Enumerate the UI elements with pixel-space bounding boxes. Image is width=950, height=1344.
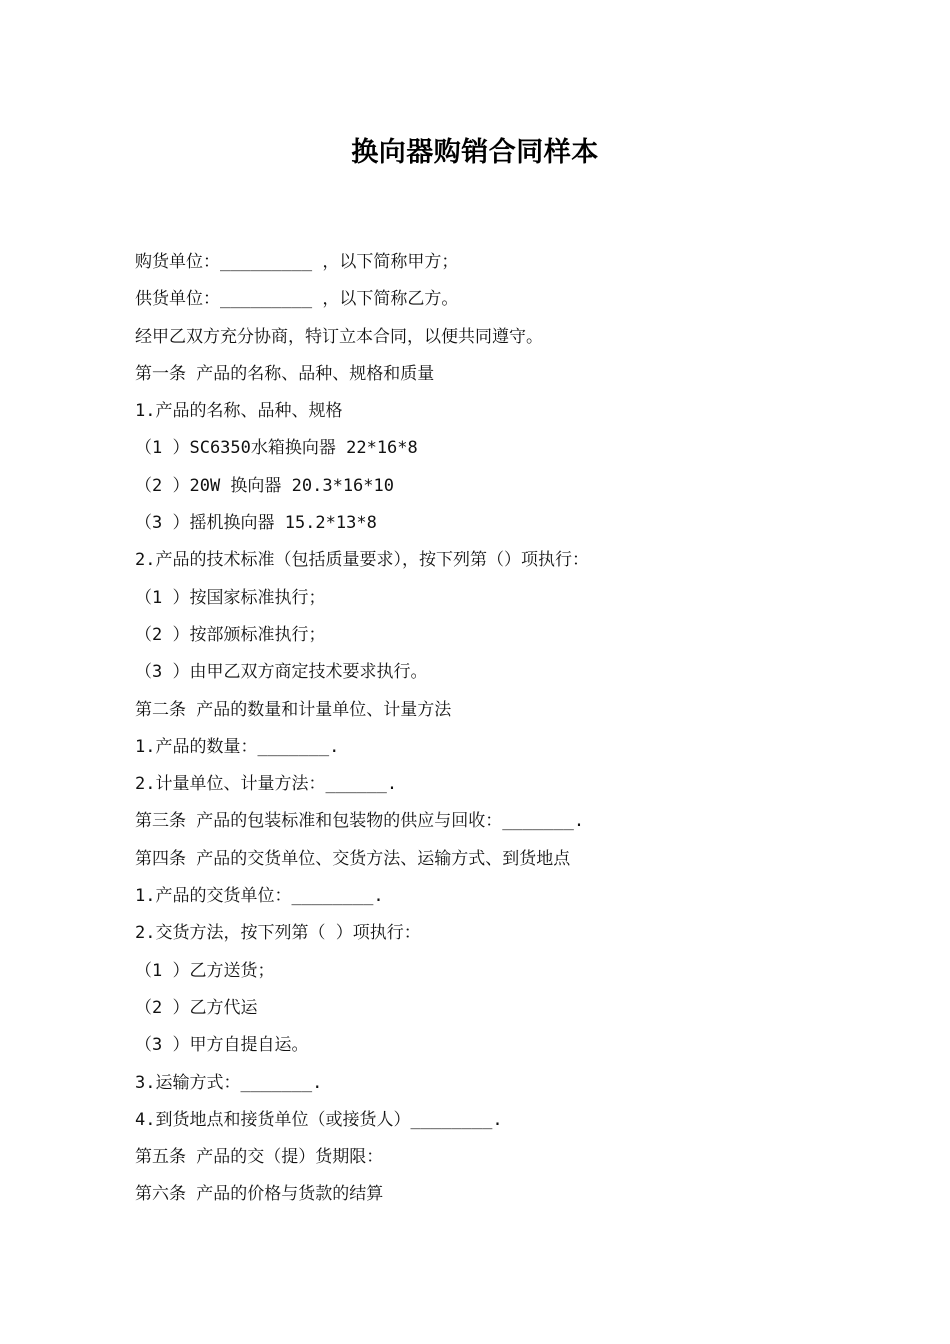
section-heading: 第五条 产品的交（提）货期限： [135, 1147, 384, 1168]
list-item: （3 ）由甲乙双方商定技术要求执行。 [135, 662, 428, 683]
text-line: 1.产品的交货单位：________. [135, 886, 384, 907]
section-heading: 第六条 产品的价格与货款的结算 [135, 1184, 384, 1205]
text-line: 1.产品的数量：_______. [135, 736, 340, 757]
list-item: （2 ）20W 换向器 20.3*16*10 [135, 475, 394, 496]
document-body [135, 244, 835, 1214]
text-line: 3.运输方式：_______. [135, 1072, 323, 1093]
text-line: 供货单位：_________ ，以下简称乙方。 [135, 289, 459, 310]
list-item: （3 ）甲方自提自运。 [135, 1035, 309, 1056]
list-item: （1 ）乙方送货； [135, 960, 275, 981]
list-item: （2 ）按部颁标准执行； [135, 624, 326, 645]
text-line: 1.产品的名称、品种、规格 [135, 401, 343, 422]
list-item: （2 ）乙方代运 [135, 997, 258, 1018]
text-line: 经甲乙双方充分协商，特订立本合同，以便共同遵守。 [135, 326, 543, 347]
list-item: （1 ）SC6350水箱换向器 22*16*8 [135, 438, 418, 459]
text-line: 2.产品的技术标准（包括质量要求），按下列第（）项执行： [135, 550, 589, 571]
text-line: 4.到货地点和接货单位（或接货人）________. [135, 1109, 503, 1130]
text-line: 2.交货方法，按下列第（ ）项执行： [135, 923, 421, 944]
list-item: （3 ）摇机换向器 15.2*13*8 [135, 513, 377, 534]
section-heading: 第四条 产品的交货单位、交货方法、运输方式、到货地点 [135, 848, 571, 869]
text-line: 购货单位：_________ ，以下简称甲方； [135, 252, 459, 272]
text-line: 2.计量单位、计量方法：______. [135, 774, 398, 795]
section-heading: 第二条 产品的数量和计量单位、计量方法 [135, 699, 452, 720]
list-item: （1 ）按国家标准执行； [135, 587, 326, 608]
document-title: 换向器购销合同样本 [351, 137, 599, 168]
section-heading: 第三条 产品的包装标准和包装物的供应与回收：_______. [135, 811, 585, 832]
section-heading: 第一条 产品的名称、品种、规格和质量 [135, 363, 435, 384]
